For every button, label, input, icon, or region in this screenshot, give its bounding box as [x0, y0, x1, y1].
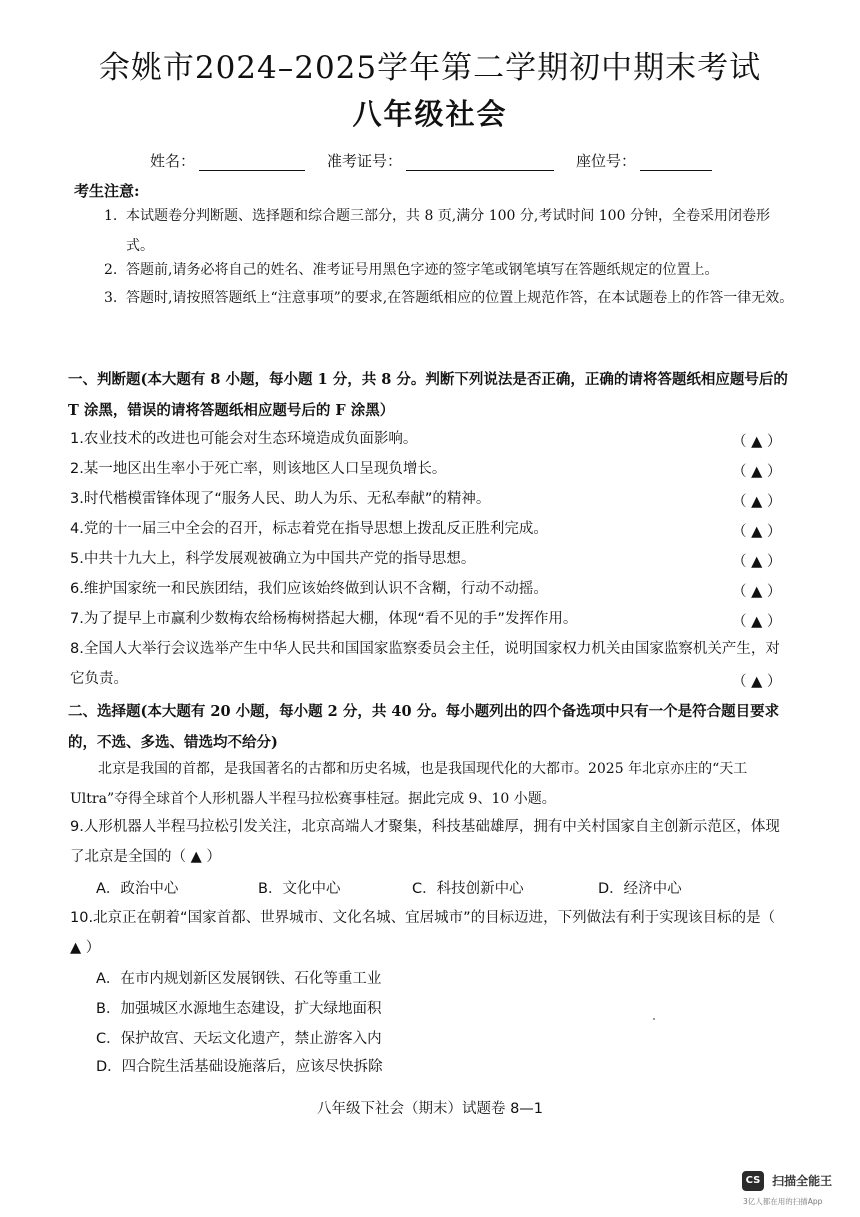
scanner-watermark: [742, 1170, 832, 1191]
notice-item: [104, 283, 794, 313]
notice-num: 1.: [104, 208, 118, 224]
judge-question-5: 5.中共十九大上，科学发展观被确立为中国共产党的指导思想。: [70, 551, 476, 567]
answer-mark-4: （ ▲ ）: [732, 524, 782, 540]
notice-item: [104, 201, 794, 261]
q10-option-a: A．在市内规划新区发展钢铁、石化等重工业: [96, 971, 382, 987]
answer-mark-8: （ ▲ ）: [732, 674, 782, 690]
section2-heading: 二、选择题(本大题有 20 小题，每小题 2 分，共 40 分。每小题列出的四个备选项中只有一个是符合题目要求的，不选、多选、错选均不给分): [68, 703, 780, 751]
answer-mark-5: （ ▲ ）: [732, 554, 782, 570]
judge-question-2: 2.某一地区出生率小于死亡率，则该地区人口呈现负增长。: [70, 461, 447, 477]
scan-speck: [653, 1018, 655, 1020]
camscanner-logo-icon: CS: [742, 1171, 764, 1191]
student-info-row: [150, 150, 734, 171]
exam-id-label: 准考证号：: [327, 152, 403, 170]
q9-option-b: B．文化中心: [258, 881, 341, 897]
scanner-tagline: 3亿人都在用的扫描App: [743, 1197, 823, 1206]
notice-num: 3.: [104, 290, 118, 306]
seat-field[interactable]: [640, 156, 712, 171]
name-label: 姓名：: [150, 152, 196, 170]
q10-option-b: B．加强城区水源地生态建设，扩大绿地面积: [96, 1001, 382, 1017]
page-footer: 八年级下社会（期末）试题卷 8—1: [316, 1101, 544, 1117]
q10-option-c: C．保护故宫、天坛文化遗产，禁止游客入内: [96, 1031, 382, 1047]
q9-option-c: C．科技创新中心: [412, 881, 524, 897]
judge-question-1: 1.农业技术的改进也可能会对生态环境造成负面影响。: [70, 431, 418, 447]
judge-question-4: 4.党的十一届三中全会的召开，标志着党在指导思想上拨乱反正胜利完成。: [70, 521, 548, 537]
seat-label: 座位号：: [576, 152, 637, 170]
section1-heading: 一、判断题(本大题有 8 小题，每小题 1 分，共 8 分。判断下列说法是否正确，正确的请将答题纸相应题号后的 T 涂黑，错误的请将答题纸相应题号后的 F 涂黑）: [68, 371, 788, 419]
page-title: 余姚市2024–2025学年第二学期初中期末考试: [98, 50, 762, 86]
notice-text: 答题时,请按照答题纸上“注意事项”的要求,在答题纸相应的位置上规范作答，在本试题卷上的作答一律无效。: [126, 290, 794, 306]
scanner-app-name: 扫描全能王: [772, 1174, 833, 1188]
judge-question-6: 6.维护国家统一和民族团结，我们应该始终做到认识不含糊，行动不动摇。: [70, 581, 548, 597]
q9-option-d: D．经济中心: [598, 881, 682, 897]
name-field[interactable]: [199, 156, 305, 171]
exam-id-field[interactable]: [406, 156, 554, 171]
answer-mark-7: （ ▲ ）: [732, 614, 782, 630]
answer-mark-1: （ ▲ ）: [732, 434, 782, 450]
judge-question-8: 8.全国人大举行会议选举产生中华人民共和国国家监察委员会主任，说明国家权力机关由国家监察机关产生，对它负责。: [70, 641, 780, 687]
q9-option-a: A．政治中心: [96, 881, 179, 897]
q10-option-d: D．四合院生活基础设施落后，应该尽快拆除: [96, 1059, 383, 1075]
reading-passage: 北京是我国的首都，是我国著名的古都和历史名城，也是我国现代化的大都市。2025 年北京亦庄的“天工 Ultra”夺得全球首个人形机器人半程马拉松赛事桂冠。据此完成 9、10 小题。: [70, 761, 748, 807]
page-subtitle: 八年级社会: [352, 97, 508, 131]
notice-item: [104, 255, 794, 285]
choice-question-10: 10.北京正在朝着“国家首都、世界城市、文化名城、宜居城市”的目标迈进，下列做法有利于实现该目标的是（ ▲ ）: [70, 910, 776, 956]
judge-question-3: 3.时代楷模雷锋体现了“服务人民、助人为乐、无私奉献”的精神。: [70, 491, 491, 507]
answer-mark-3: （ ▲ ）: [732, 494, 782, 510]
notice-heading: 考生注意:: [74, 182, 140, 200]
notice-num: 2.: [104, 262, 118, 278]
choice-question-9: 9.人形机器人半程马拉松引发关注，北京高端人才聚集，科技基础雄厚，拥有中关村国家自主创新示范区，体现了北京是全国的（ ▲ ）: [70, 819, 780, 865]
answer-mark-2: （ ▲ ）: [732, 464, 782, 480]
answer-mark-6: （ ▲ ）: [732, 584, 782, 600]
notice-text: 本试题卷分判断题、选择题和综合题三部分，共 8 页,满分 100 分,考试时间 100 分钟，全卷采用闭卷形式。: [126, 208, 770, 254]
judge-question-7: 7.为了提早上市赢利少数梅农给杨梅树搭起大棚，体现“看不见的手”发挥作用。: [70, 611, 578, 627]
notice-text: 答题前,请务必将自己的姓名、准考证号用黑色字迹的签字笔或钢笔填写在答题纸规定的位置上。: [126, 262, 719, 278]
